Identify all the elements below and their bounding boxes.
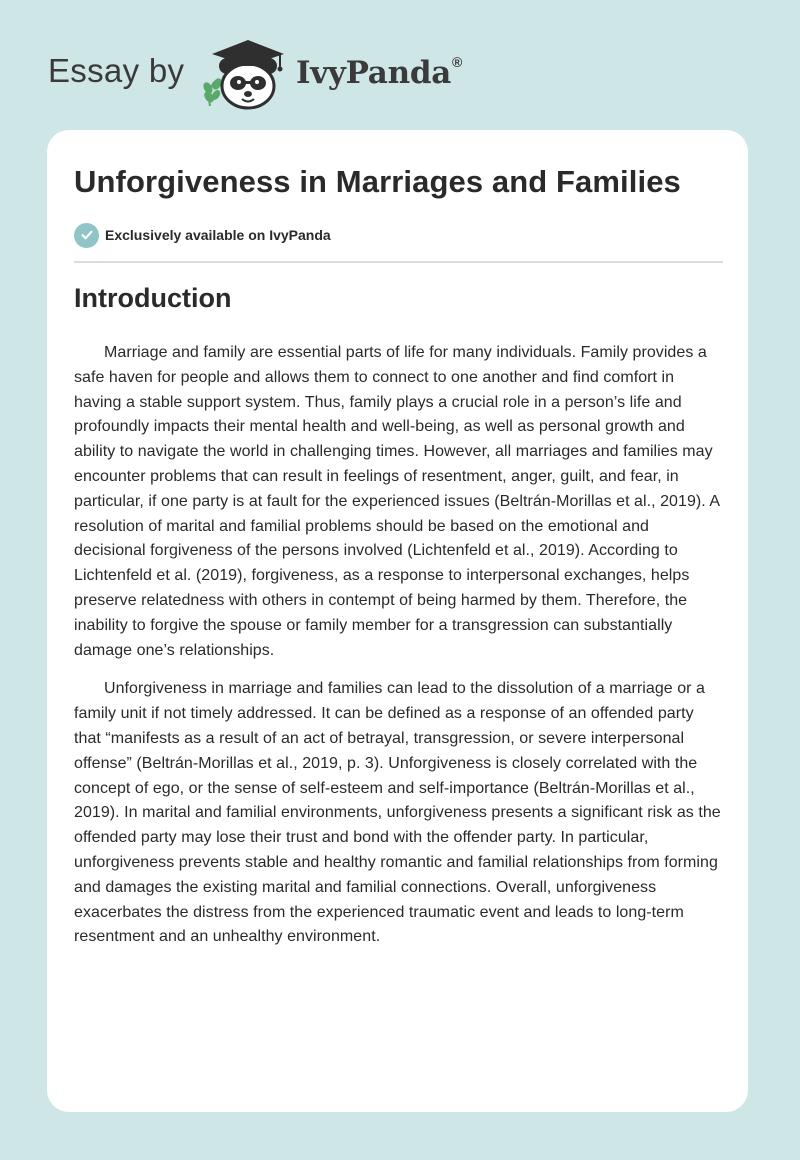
essay-card: [47, 130, 748, 1112]
registered-mark: ®: [452, 54, 463, 70]
exclusive-badge: [74, 222, 331, 248]
brand-text: IvyPanda: [296, 55, 451, 91]
title-divider: [74, 261, 723, 263]
check-icon: [74, 223, 99, 248]
exclusive-badge-label: Exclusively available on IvyPanda: [105, 227, 331, 243]
panda-graduate-icon[interactable]: [200, 36, 290, 110]
site-header: [0, 0, 800, 130]
paragraph: Marriage and family are essential parts of life for many individuals. Family provides a safe haven for people and allows them to connect to one another and find comfort in having a stable support system. Thus, family plays a crucial role in a person’s life and profoundly impacts their mental health and well-being, as well as personal growth and ability to navigate the world in challenging times. However, all marriages and families may encounter problems that can result in feelings of resentment, anger, guilt, and fear, in particular, if one party is at fault for the experienced issues (Beltrán-Morillas et al., 2019). A resolution of marital and familial problems should be based on the emotional and decisional forgiveness of the persons involved (Lichtenfeld et al., 2019). According to Lichtenfeld et al. (2019), forgiveness, as a response to interpersonal exchanges, helps preserve relatedness with others in contempt of being harmed by them. Therefore, the inability to forgive the spouse or family member for a transgression can substantially damage one’s relationships.: [74, 344, 720, 659]
essay-by-label: Essay by: [48, 52, 185, 89]
section-heading-introduction: Introduction: [74, 283, 232, 313]
brand-name[interactable]: [296, 54, 462, 91]
essay-body: [74, 341, 724, 964]
paragraph: Unforgiveness in marriage and families can lead to the dissolution of a marriage or a family unit if not timely addressed. It can be defined as a response of an offended party that “manifests as a result of an act of betrayal, transgression, or severe interpersonal offense” (Beltrán-Morillas et al., 2019, p. 3). Unforgiveness is closely correlated with the concept of ego, or the sense of self-esteem and self-importance (Beltrán-Morillas et al., 2019). In marital and familial environments, unforgiveness presents a significant risk as the offended party may lose their trust and bond with the offender party. In particular, unforgiveness prevents stable and healthy romantic and familial relationships from forming and damages the existing marital and familial connections. Overall, unforgiveness exacerbates the distress from the experienced traumatic event and leads to long-term resentment and an unhealthy environment.: [74, 680, 721, 946]
essay-title: Unforgiveness in Marriages and Families: [74, 164, 681, 199]
